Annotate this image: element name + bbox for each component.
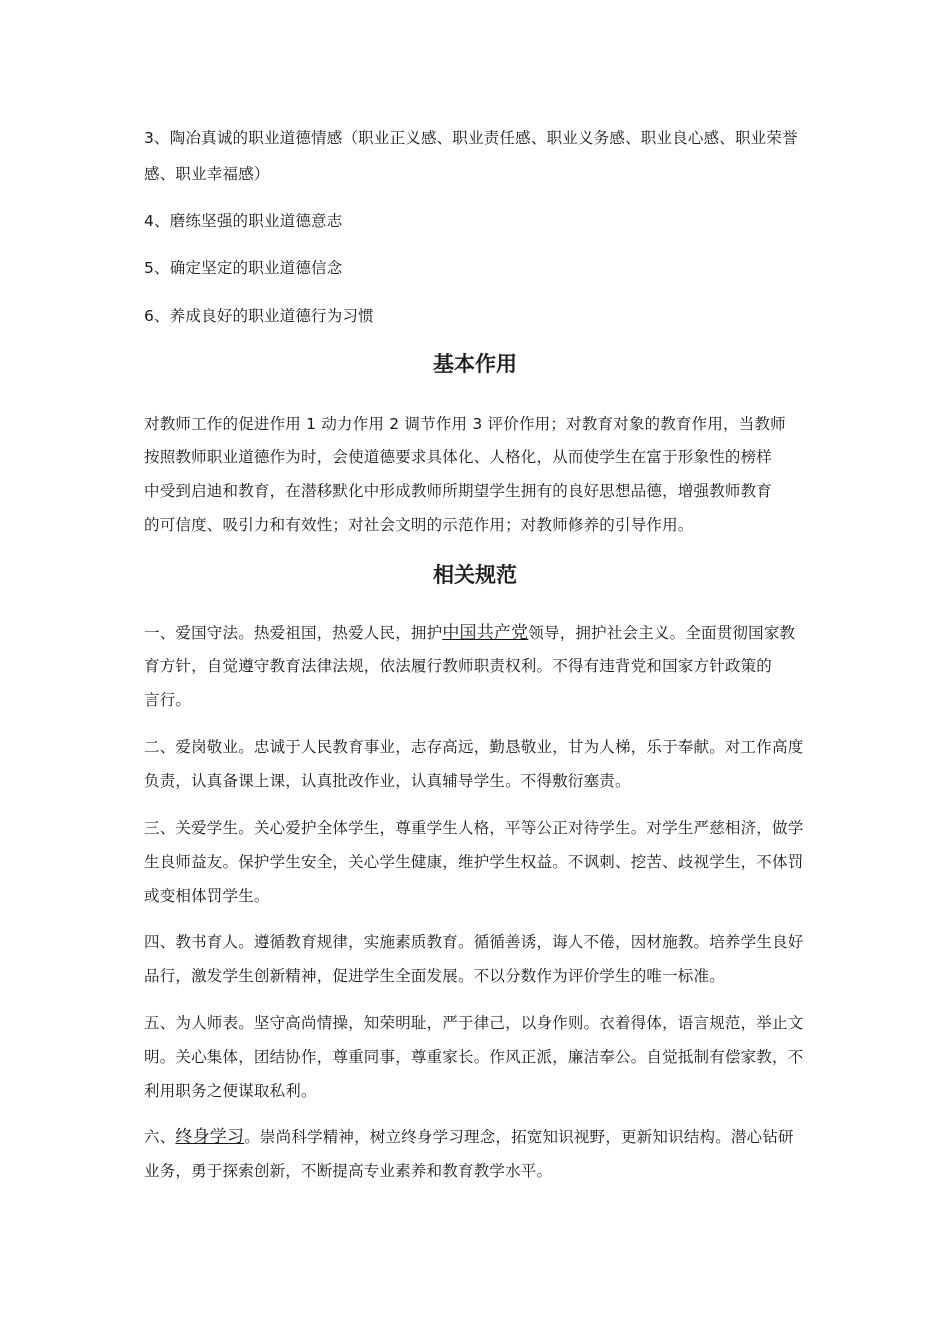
norm-5-line-2: 明。关心集体，团结协作，尊重同事，尊重家长。作风正派，廉洁奉公。自觉抵制有偿家教，不 (144, 1048, 804, 1066)
norm-5-line-3: 利用职务之便谋取私利。 (144, 1082, 317, 1100)
norm-1-line-3: 言行。 (144, 691, 192, 709)
link-communist-party[interactable]: 中国共产党 (442, 623, 529, 643)
norm-6-line-1 (144, 1127, 794, 1147)
list-item-5: 5、确定坚定的职业道德信念 (144, 259, 343, 277)
list-item-6: 6、养成良好的职业道德行为习惯 (144, 307, 374, 325)
section-heading-norms: 相关规范 (433, 563, 517, 587)
norm-5-line-1: 五、为人师表。坚守高尚情操，知荣明耻，严于律己，以身作则。衣着得体，语言规范，举止文 (144, 1014, 804, 1032)
link-lifelong-learning[interactable]: 终身学习 (175, 1127, 245, 1147)
norm-1-line-2: 育方针，自觉遵守教育法律法规，依法履行教师职责权利。不得有违背党和国家方针政策的 (144, 657, 773, 675)
paragraph-line: 的可信度、吸引力和有效性；对社会文明的示范作用；对教师修养的引导作用。 (144, 516, 694, 534)
section-heading-basic-role: 基本作用 (433, 352, 517, 376)
norm-1-line-1 (144, 623, 795, 643)
norm-4-line-2: 品行，激发学生创新精神，促进学生全面发展。不以分数作为评价学生的唯一标准。 (144, 967, 725, 985)
paragraph-line: 对教师工作的促进作用 1 动力作用 2 调节作用 3 评价作用；对教育对象的教育作用，当教师 (144, 415, 786, 433)
list-item-4: 4、磨练坚强的职业道德意志 (144, 212, 343, 230)
norm-3-line-1: 三、关爱学生。关心爱护全体学生，尊重学生人格，平等公正对待学生。对学生严慈相济，做学 (144, 819, 804, 837)
paragraph-line: 中受到启迪和教育，在潜移默化中形成教师所期望学生拥有的良好思想品德，增强教师教育 (144, 482, 773, 500)
norm-6-text: 。崇尚科学精神，树立终身学习理念，拓宽知识视野，更新知识结构。潜心钻研 (244, 1128, 794, 1146)
norm-1-text: 一、爱国守法。热爱祖国，热爱人民，拥护 (144, 624, 443, 642)
paragraph-line: 按照教师职业道德作为时，会使道德要求具体化、人格化，从而使学生在富于形象性的榜样 (144, 448, 773, 466)
norm-1-text: 领导，拥护社会主义。全面贯彻国家教 (528, 624, 796, 642)
norm-3-line-2: 生良师益友。保护学生安全，关心学生健康，维护学生权益。不讽刺、挖苦、歧视学生，不体罚 (144, 853, 804, 871)
norm-6-line-2: 业务，勇于探索创新，不断提高专业素养和教育教学水平。 (144, 1162, 553, 1180)
norm-4-line-1: 四、教书育人。遵循教育规律，实施素质教育。循循善诱，诲人不倦，因材施教。培养学生良好 (144, 933, 804, 951)
norm-6-text: 六、 (144, 1128, 176, 1146)
norm-3-line-3: 或变相体罚学生。 (144, 887, 270, 905)
list-item-3-line-1: 3、陶冶真诚的职业道德情感（职业正义感、职业责任感、职业义务感、职业良心感、职业荣誉 (144, 129, 798, 147)
norm-2-line-2: 负责，认真备课上课，认真批改作业，认真辅导学生。不得敷衍塞责。 (144, 772, 631, 790)
list-item-3-line-2: 感、职业幸福感） (144, 165, 270, 183)
norm-2-line-1: 二、爱岗敬业。忠诚于人民教育事业，志存高远，勤恳敬业，甘为人梯，乐于奉献。对工作高度 (144, 738, 804, 756)
